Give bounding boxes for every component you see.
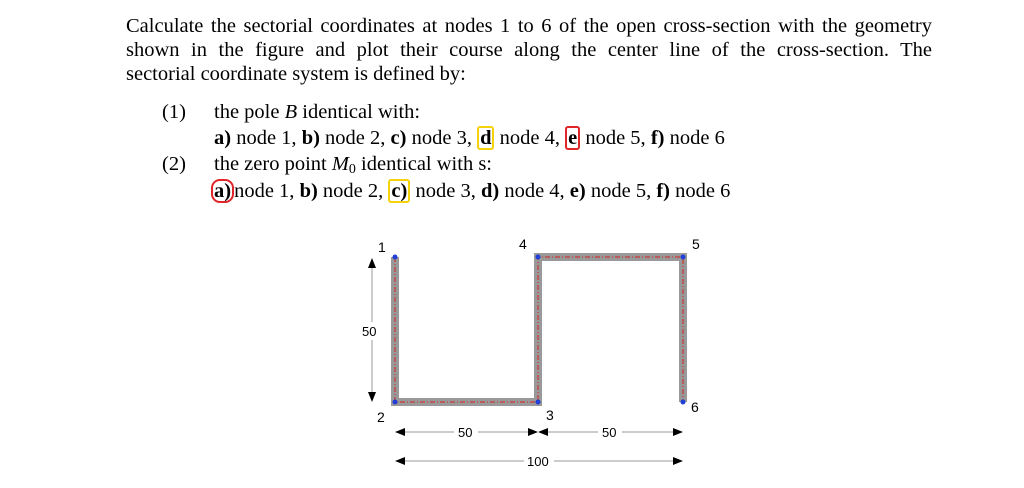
dimension-height-label: 50 xyxy=(362,324,377,339)
option-1a-letter[interactable]: a) xyxy=(214,127,232,149)
node-point-6[interactable] xyxy=(681,400,686,405)
option-1e-letter[interactable]: e xyxy=(568,127,578,149)
option-2b-letter[interactable]: b) xyxy=(299,180,318,202)
option-1a-text: node 1, xyxy=(231,127,302,149)
node-label-2: 2 xyxy=(377,409,385,425)
dimension-bottom-right-arrow-left xyxy=(538,428,548,436)
dimension-bottom-left xyxy=(395,424,538,440)
option-2b-text: node 2, xyxy=(317,180,389,202)
option-1d-text: node 4, xyxy=(494,127,566,149)
option-1c-text: node 3, xyxy=(406,127,478,149)
part-1-number: (1) xyxy=(162,101,186,123)
problem-line-2: shown in the figure and plot their course along the center line of the cross-section. The xyxy=(126,39,932,61)
option-2f-letter[interactable]: f) xyxy=(656,180,670,202)
part-2-number: (2) xyxy=(162,153,186,175)
option-1f-text: node 6 xyxy=(664,127,725,149)
part-2-text-after: identical with s: xyxy=(355,153,492,175)
node-label-6: 6 xyxy=(691,399,699,415)
node-label-4: 4 xyxy=(519,236,527,252)
dimension-bottom-left-label: 50 xyxy=(458,425,473,440)
problem-line-3: sectorial coordinate system is defined by: xyxy=(126,63,466,85)
option-2a-text: node 1, xyxy=(234,180,300,202)
part-2-text-before: the zero point xyxy=(214,153,332,175)
option-2c-text: node 3, xyxy=(410,180,481,202)
option-1d-letter[interactable]: d xyxy=(480,127,492,149)
option-2a-letter[interactable]: a) xyxy=(214,180,232,202)
cross-section-walls xyxy=(395,257,683,402)
dimension-bottom-right-arrow-right xyxy=(673,428,683,436)
option-2e-letter[interactable]: e) xyxy=(569,180,586,202)
node-point-5[interactable] xyxy=(681,255,686,260)
node-label-3: 3 xyxy=(546,407,554,423)
dimension-bottom-right xyxy=(538,424,683,440)
dimension-total-arrow-right xyxy=(673,457,683,465)
part-1-text-after: identical with: xyxy=(297,101,421,123)
option-1c-letter[interactable]: c) xyxy=(390,127,407,149)
option-1b-letter[interactable]: b) xyxy=(301,127,320,149)
option-2e-text: node 5, xyxy=(585,180,657,202)
dimension-height xyxy=(360,258,384,402)
dimension-height-arrow-bottom xyxy=(368,392,376,402)
node-point-3[interactable] xyxy=(536,400,541,405)
node-point-2[interactable] xyxy=(393,400,398,405)
node-point-4[interactable] xyxy=(536,255,541,260)
dimension-bottom-left-arrow-left xyxy=(395,428,405,436)
dimension-total-label: 100 xyxy=(527,454,549,469)
node-point-1[interactable] xyxy=(393,255,398,260)
option-1e-text: node 5, xyxy=(580,127,651,149)
option-2d-letter[interactable]: d) xyxy=(480,180,500,202)
option-1f-letter[interactable]: f) xyxy=(650,127,665,149)
dimension-bottom-right-label: 50 xyxy=(602,425,617,440)
dimension-bottom-left-arrow-right xyxy=(528,428,538,436)
node-label-1: 1 xyxy=(378,239,386,255)
option-2f-text: node 6 xyxy=(670,180,731,202)
option-2d-text: node 4, xyxy=(499,180,570,202)
node-label-5: 5 xyxy=(692,236,700,252)
option-2c-letter[interactable]: c) xyxy=(391,180,408,202)
wall-left-section xyxy=(395,257,683,402)
dimension-height-arrow-top xyxy=(368,258,376,268)
dimension-total-arrow-left xyxy=(395,457,405,465)
option-1b-text: node 2, xyxy=(319,127,391,149)
problem-line-1: Calculate the sectorial coordinates at nodes 1 to 6 of the open cross-section with the geometry xyxy=(126,15,932,37)
part-1-text-before: the pole xyxy=(214,101,285,123)
zero-point-subscript: 0 xyxy=(348,162,356,177)
pole-symbol: B xyxy=(284,101,298,123)
zero-point-symbol: M xyxy=(331,153,349,175)
dimension-total xyxy=(395,453,683,469)
